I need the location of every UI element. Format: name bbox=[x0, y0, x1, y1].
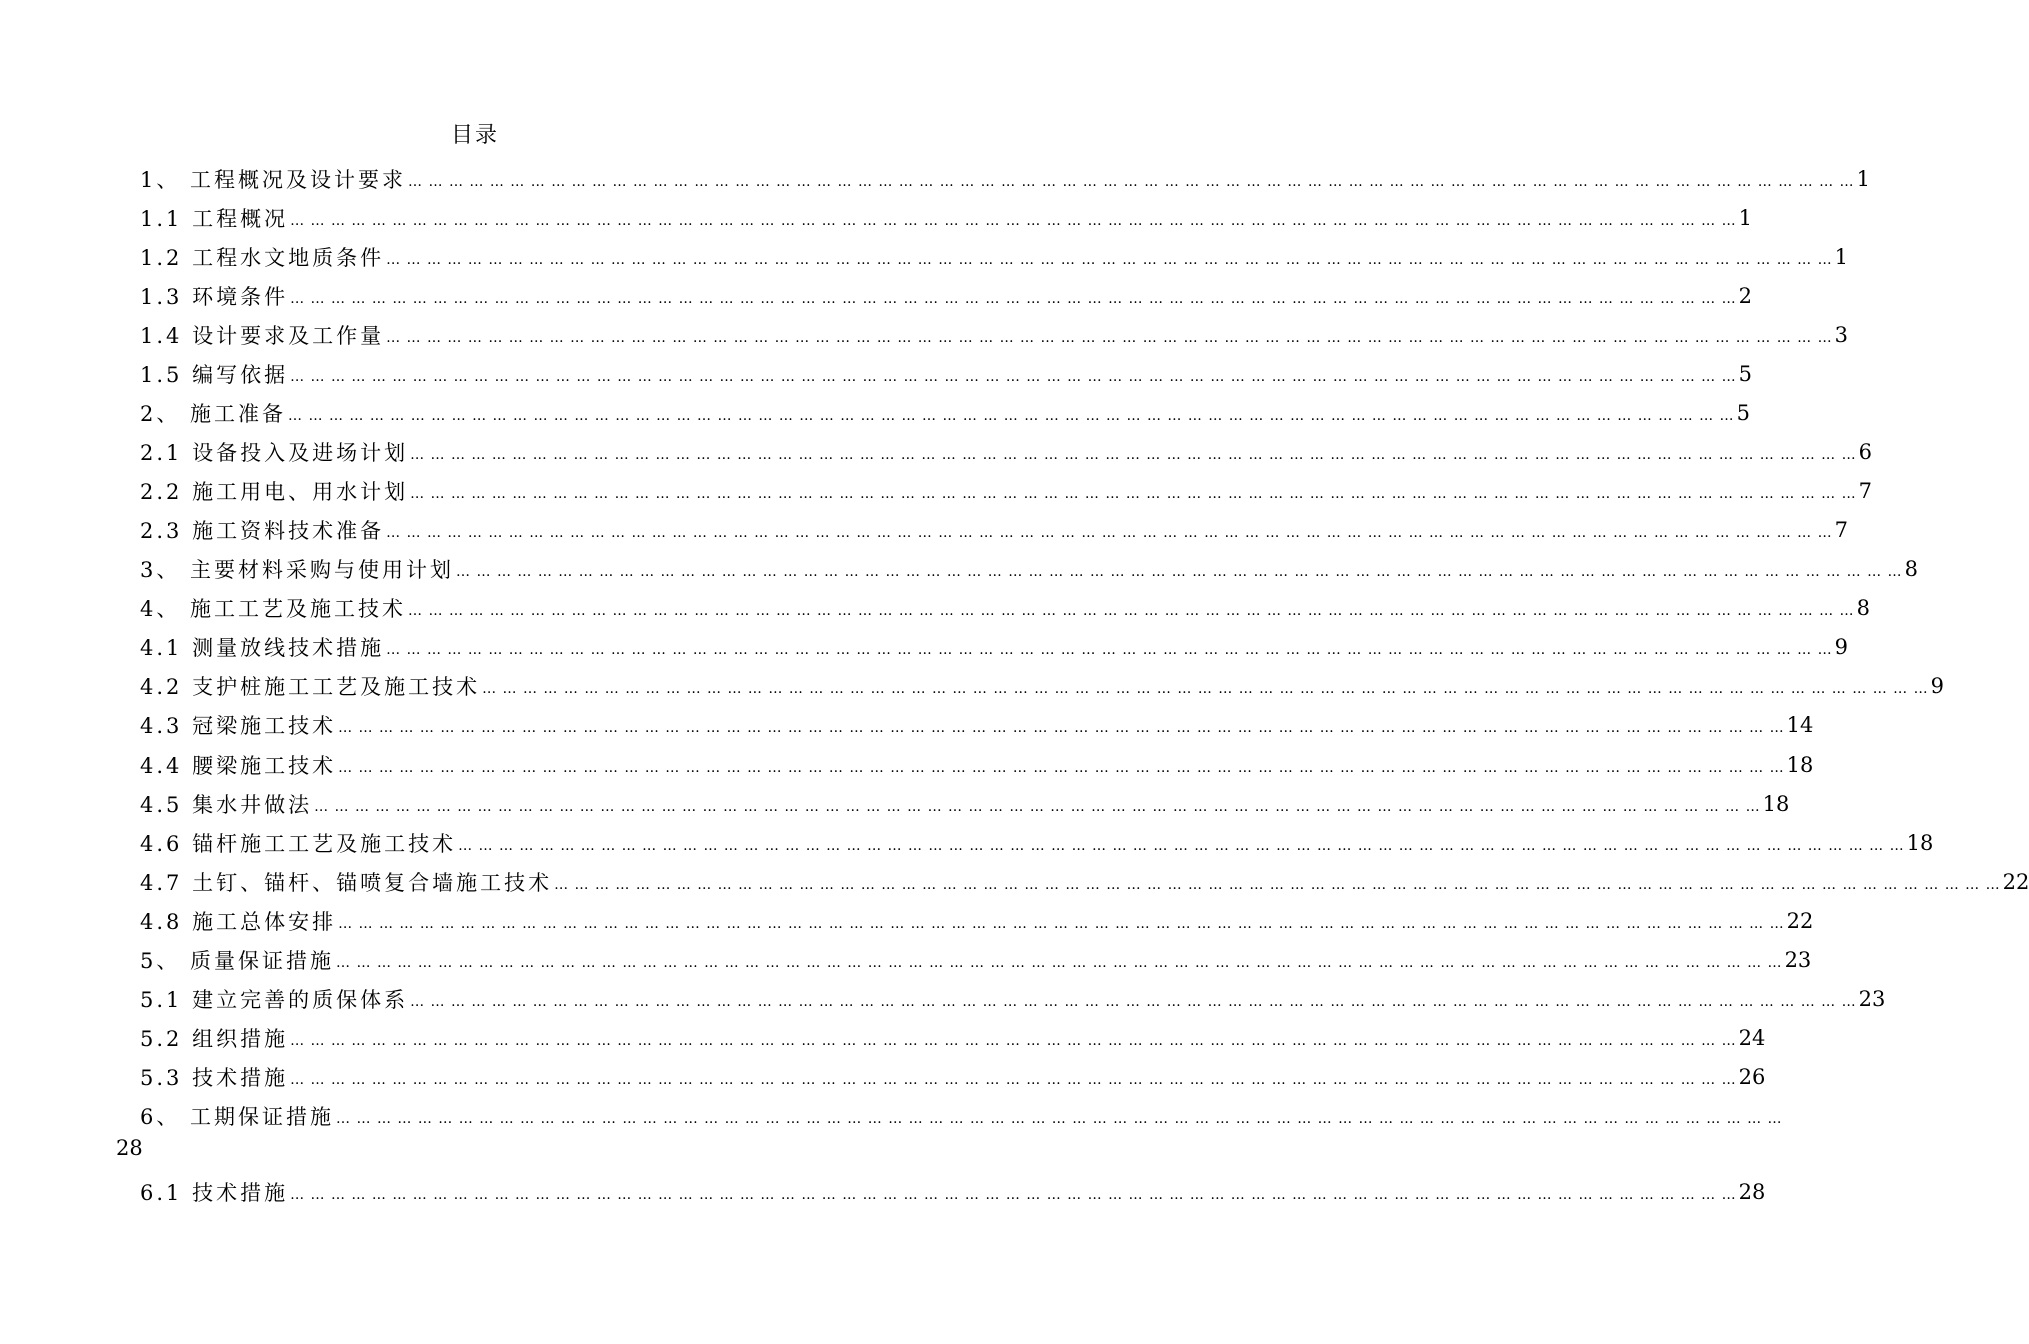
toc-page-number: 7 bbox=[1834, 518, 1848, 542]
toc-entry bbox=[140, 943, 1812, 977]
toc-entry-label: 2.1 设备投入及进场计划 bbox=[140, 441, 409, 465]
toc-dot-leader: … … … … … … … … … … … … … … … … … … … … … … … … … … … … … … … … … … … … … … … … … … … … … … … … … … … … … … … … … … … … … … … … … … … … … … … bbox=[386, 525, 1833, 541]
toc-dot-leader: … … … … … … … … … … … … … … … … … … … … … … … … … … … … … … … … … … … … … … … … … … … … … … … … … … … … … … … … … … … … … … … … … … … … … … … bbox=[314, 799, 1761, 815]
toc-entry bbox=[140, 904, 1814, 938]
toc-page-number: 1 bbox=[1834, 245, 1848, 269]
toc-page-number: 26 bbox=[1738, 1065, 1766, 1089]
toc-entry-label: 2、 施工准备 bbox=[140, 402, 287, 426]
toc-entry-label: 1.2 工程水文地质条件 bbox=[140, 246, 385, 270]
toc-page-number: 5 bbox=[1738, 362, 1752, 386]
toc-page-number: 8 bbox=[1904, 557, 1918, 581]
toc-entry bbox=[140, 279, 1752, 313]
toc-entry-label: 2.2 施工用电、用水计划 bbox=[140, 480, 409, 504]
toc-entry-label: 5.1 建立完善的质保体系 bbox=[140, 988, 409, 1012]
toc-dot-leader: … … … … … … … … … … … … … … … … … … … … … … … … … … … … … … … … … … … … … … … … … … … … … … … … … … … … … … … … … … … … … … … … … … … … … … … bbox=[458, 838, 1905, 854]
toc-page-number: 18 bbox=[1762, 792, 1790, 816]
toc-dot-leader: … … … … … … … … … … … … … … … … … … … … … … … … … … … … … … … … … … … … … … … … … … … … … … … … … … … … … … … … … … … … … … … … … … … … … … … bbox=[290, 213, 1737, 229]
toc-entry-label: 3、 主要材料采购与使用计划 bbox=[140, 558, 455, 582]
toc-entry bbox=[140, 318, 1848, 352]
toc-page-number: 9 bbox=[1834, 635, 1848, 659]
toc-entry-label: 1.1 工程概况 bbox=[140, 207, 289, 231]
toc-entry-label: 4.1 测量放线技术措施 bbox=[140, 636, 385, 660]
toc-entry bbox=[140, 630, 1848, 664]
toc-page-number: 28 bbox=[1738, 1180, 1766, 1204]
toc-dot-leader: … … … … … … … … … … … … … … … … … … … … … … … … … … … … … … … … … … … … … … … … … … … … … … … … … … … … … … … … … … … … … … … … … … … … … … … bbox=[410, 447, 1857, 463]
toc-entry bbox=[140, 162, 1870, 196]
toc-entry-label: 2.3 施工资料技术准备 bbox=[140, 519, 385, 543]
toc-page-number: 18 bbox=[1906, 831, 1934, 855]
toc-dot-leader: … … … … … … … … … … … … … … … … … … … … … … … … … … … … … … … … … … … … … … … … … … … … … … … … … … … … … … … … … … … … … … … … … … … … … … … bbox=[386, 330, 1833, 346]
toc-entry-label: 4.2 支护桩施工工艺及施工技术 bbox=[140, 675, 481, 699]
toc-page-number: 5 bbox=[1736, 401, 1750, 425]
toc-entry bbox=[140, 748, 1814, 782]
toc-entry-label: 4、 施工工艺及施工技术 bbox=[140, 597, 407, 621]
toc-page-number: 1 bbox=[1856, 167, 1870, 191]
toc-entry bbox=[140, 1060, 1766, 1094]
toc-entry bbox=[140, 552, 1918, 586]
toc-dot-leader: … … … … … … … … … … … … … … … … … … … … … … … … … … … … … … … … … … … … … … … … … … … … … … … … … … … … … … … … … … … … … … … … … … … … … … … bbox=[386, 642, 1833, 658]
toc-page-number: 24 bbox=[1738, 1026, 1766, 1050]
toc-entry bbox=[140, 787, 1790, 821]
toc-dot-leader: … … … … … … … … … … … … … … … … … … … … … … … … … … … … … … … … … … … … … … … … … … … … … … … … … … … … … … … … … … … … … … … … … … … … … … … bbox=[410, 486, 1857, 502]
toc-page-number: 9 bbox=[1930, 674, 1944, 698]
toc-page-number: 23 bbox=[1784, 948, 1812, 972]
toc-entry-label: 4.6 锚杆施工工艺及施工技术 bbox=[140, 832, 457, 856]
toc-entry bbox=[140, 240, 1848, 274]
toc-page-number: 8 bbox=[1856, 596, 1870, 620]
toc-entry bbox=[140, 1021, 1766, 1055]
toc-entry-label: 4.8 施工总体安排 bbox=[140, 910, 337, 934]
toc-entry-label: 5.3 技术措施 bbox=[140, 1066, 289, 1090]
toc-page-number: 14 bbox=[1786, 713, 1814, 737]
toc-dot-leader: … … … … … … … … … … … … … … … … … … … … … … … … … … … … … … … … … … … … … … … … … … … … … … … … … … … … … … … … … … … … … … … … … … … … … … … bbox=[408, 174, 1855, 190]
toc-entry-label: 6、 工期保证措施 bbox=[140, 1105, 335, 1129]
toc-page-number: 18 bbox=[1786, 753, 1814, 777]
toc-entry-label: 4.4 腰梁施工技术 bbox=[140, 754, 337, 778]
toc-dot-leader: … … … … … … … … … … … … … … … … … … … … … … … … … … … … … … … … … … … … … … … … … … … … … … … … … … … … … … … … … … … … … … … … … … … … … … … bbox=[290, 1072, 1737, 1088]
toc-page-number: 23 bbox=[1858, 987, 1886, 1011]
toc-entry-label: 1.3 环境条件 bbox=[140, 285, 289, 309]
toc-entry bbox=[140, 435, 1872, 469]
toc-entry bbox=[140, 1175, 1766, 1209]
toc-page-number: 1 bbox=[1738, 206, 1752, 230]
toc-wrapped-page-number: 28 bbox=[116, 1136, 143, 1160]
toc-dot-leader: … … … … … … … … … … … … … … … … … … … … … … … … … … … … … … … … … … … … … … … … … … … … … … … … … … … … … … … … … … … … … … … … … … … … … … … bbox=[290, 1187, 1737, 1203]
toc-dot-leader: … … … … … … … … … … … … … … … … … … … … … … … … … … … … … … … … … … … … … … … … … … … … … … … … … … … … … … … … … … … … … … … … … … … … … … … bbox=[338, 760, 1785, 776]
toc-entry bbox=[140, 513, 1848, 547]
toc-dot-leader: … … … … … … … … … … … … … … … … … … … … … … … … … … … … … … … … … … … … … … … … … … … … … … … … … … … … … … … … … … … … … … … … … … … … … … … bbox=[554, 877, 2001, 893]
toc-page-number: 3 bbox=[1834, 323, 1848, 347]
toc-dot-leader: … … … … … … … … … … … … … … … … … … … … … … … … … … … … … … … … … … … … … … … … … … … … … … … … … … … … … … … … … … … … … … … … … … … … … … … bbox=[290, 291, 1737, 307]
toc-dot-leader: … … … … … … … … … … … … … … … … … … … … … … … … … … … … … … … … … … … … … … … … … … … … … … … … … … … … … … … … … … … … … … … … … … … … … … … bbox=[336, 955, 1783, 971]
toc-page-number: 22 bbox=[1786, 909, 1814, 933]
toc-dot-leader: … … … … … … … … … … … … … … … … … … … … … … … … … … … … … … … … … … … … … … … … … … … … … … … … … … … … … … … … … … … … … … … … … … … … … … … bbox=[290, 369, 1737, 385]
toc-entry-label: 4.7 土钉、锚杆、锚喷复合墙施工技术 bbox=[140, 871, 553, 895]
toc-entry bbox=[140, 1099, 1783, 1133]
toc-entry-label: 6.1 技术措施 bbox=[140, 1181, 289, 1205]
toc-entry bbox=[140, 826, 1934, 860]
toc-entry bbox=[140, 201, 1752, 235]
toc-entry-label: 1.4 设计要求及工作量 bbox=[140, 324, 385, 348]
toc-dot-leader: … … … … … … … … … … … … … … … … … … … … … … … … … … … … … … … … … … … … … … … … … … … … … … … … … … … … … … … … … … … … … … … … … … … … … … … bbox=[290, 1033, 1737, 1049]
toc-page-number: 6 bbox=[1858, 440, 1872, 464]
toc-dot-leader: … … … … … … … … … … … … … … … … … … … … … … … … … … … … … … … … … … … … … … … … … … … … … … … … … … … … … … … … … … … … … … … … … … … … … … … bbox=[338, 720, 1785, 736]
toc-entry bbox=[140, 708, 1814, 742]
toc-entry bbox=[140, 396, 1750, 430]
toc-entry bbox=[140, 357, 1752, 391]
toc-entry bbox=[140, 865, 2029, 899]
toc-entry bbox=[140, 474, 1872, 508]
toc-entry-label: 4.5 集水井做法 bbox=[140, 793, 313, 817]
toc-dot-leader: … … … … … … … … … … … … … … … … … … … … … … … … … … … … … … … … … … … … … … … … … … … … … … … … … … … … … … … … … … … … … … … … … … … … … … … bbox=[408, 603, 1855, 619]
toc-dot-leader: … … … … … … … … … … … … … … … … … … … … … … … … … … … … … … … … … … … … … … … … … … … … … … … … … … … … … … … … … … … … … … … … … … … … … … … bbox=[386, 252, 1833, 268]
toc-dot-leader: … … … … … … … … … … … … … … … … … … … … … … … … … … … … … … … … … … … … … … … … … … … … … … … … … … … … … … … … … … … … … … … … … … … … … … … bbox=[338, 916, 1785, 932]
toc-entry bbox=[140, 669, 1944, 703]
toc-page-number: 22 bbox=[2002, 870, 2029, 894]
toc-entry bbox=[140, 591, 1870, 625]
toc-dot-leader: … … … … … … … … … … … … … … … … … … … … … … … … … … … … … … … … … … … … … … … … … … … … … … … … … … … … … … … … … … … … … … … … … … … … … … … bbox=[456, 564, 1903, 580]
toc-page-number: 7 bbox=[1858, 479, 1872, 503]
toc-entry-label: 1.5 编写依据 bbox=[140, 363, 289, 387]
toc-entry-label: 4.3 冠梁施工技术 bbox=[140, 714, 337, 738]
toc-entry-label: 5.2 组织措施 bbox=[140, 1027, 289, 1051]
toc-entry bbox=[140, 982, 1886, 1016]
toc-dot-leader: … … … … … … … … … … … … … … … … … … … … … … … … … … … … … … … … … … … … … … … … … … … … … … … … … … … … … … … … … … … … … … … … … … … … … … … bbox=[410, 994, 1857, 1010]
toc-entry-label: 1、 工程概况及设计要求 bbox=[140, 168, 407, 192]
toc-dot-leader: … … … … … … … … … … … … … … … … … … … … … … … … … … … … … … … … … … … … … … … … … … … … … … … … … … … … … … … … … … … … … … … … … … … … … … … bbox=[288, 408, 1735, 424]
toc-entry-label: 5、 质量保证措施 bbox=[140, 949, 335, 973]
toc-dot-leader: … … … … … … … … … … … … … … … … … … … … … … … … … … … … … … … … … … … … … … … … … … … … … … … … … … … … … … … … … … … … … … … … … … … … … … … bbox=[482, 681, 1929, 697]
toc-title: 目录 bbox=[450, 123, 499, 148]
toc-dot-leader: … … … … … … … … … … … … … … … … … … … … … … … … … … … … … … … … … … … … … … … … … … … … … … … … … … … … … … … … … … … … … … … … … … … … … … … bbox=[336, 1111, 1783, 1127]
toc-page-number: 2 bbox=[1738, 284, 1752, 308]
